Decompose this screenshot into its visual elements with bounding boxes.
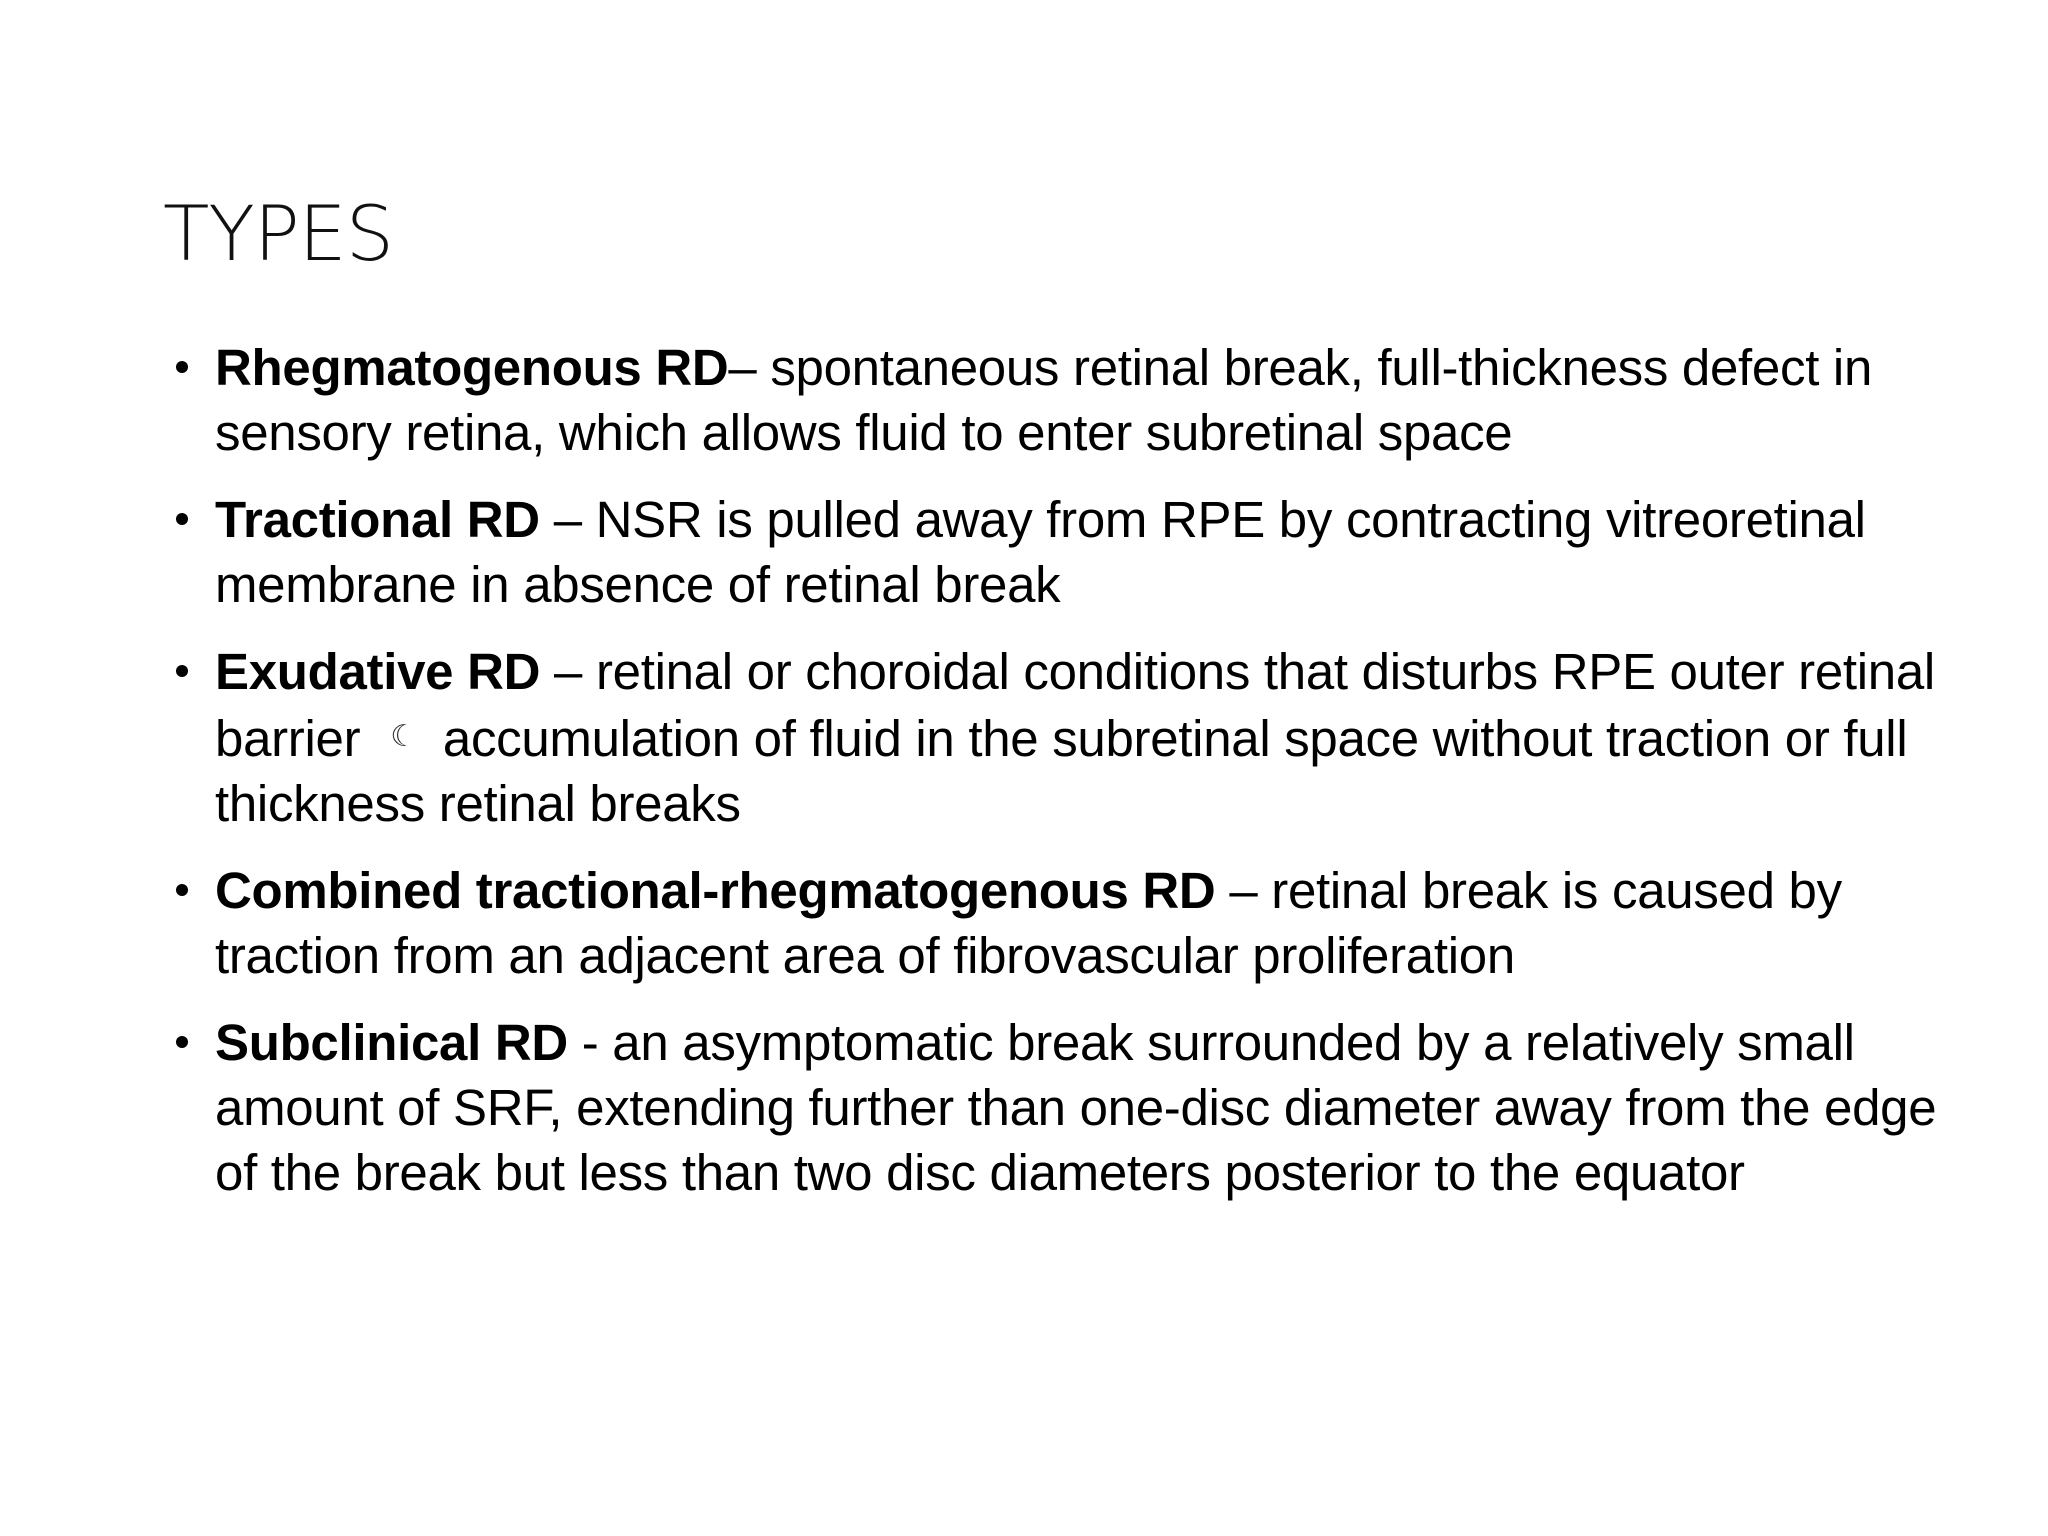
bullet-text-continued: accumulation of fluid in the subretinal space without traction or full thickness retinal breaks bbox=[215, 710, 1908, 832]
bullet-term: Tractional RD bbox=[215, 491, 540, 548]
bullet-text: – retinal or choroidal conditions that disturbs RPE outer retinal barrier bbox=[215, 643, 1935, 767]
bullet-combined bbox=[168, 858, 1948, 988]
bullet-term: Rhegmatogenous RD bbox=[215, 339, 729, 396]
slide-title: TYPES bbox=[163, 189, 393, 278]
bullet-dot bbox=[176, 884, 188, 896]
bullet-tractional bbox=[168, 487, 1948, 617]
bullet-term: Combined tractional-rhegmatogenous RD bbox=[215, 862, 1216, 919]
bullet-text: – NSR is pulled away from RPE by contracting vitreoretinal membrane in absence of retinal break bbox=[215, 491, 1866, 613]
bullet-term: Subclinical RD bbox=[215, 1014, 568, 1071]
bullet-list bbox=[168, 335, 1948, 1227]
bullet-text: – spontaneous retinal break, full-thickness defect in sensory retina, which allows fluid to enter subretinal space bbox=[215, 339, 1873, 461]
bullet-term: Exudative RD bbox=[215, 643, 541, 700]
arrow-icon: ☾ bbox=[390, 719, 417, 754]
bullet-rhegmatogenous bbox=[168, 335, 1948, 465]
bullet-text: – retinal break is caused by traction from an adjacent area of fibrovascular proliferation bbox=[215, 862, 1842, 984]
bullet-dot bbox=[176, 361, 188, 373]
bullet-text: - an asymptomatic break surrounded by a relatively small amount of SRF, extending further than one-disc diameter away from the edge of the break but less than two disc diameters posterior to the equator bbox=[215, 1014, 1937, 1201]
bullet-dot bbox=[176, 665, 188, 677]
bullet-subclinical bbox=[168, 1010, 1948, 1205]
bullet-exudative bbox=[168, 639, 1948, 836]
bullet-dot bbox=[176, 1036, 188, 1048]
bullet-dot bbox=[176, 513, 188, 525]
